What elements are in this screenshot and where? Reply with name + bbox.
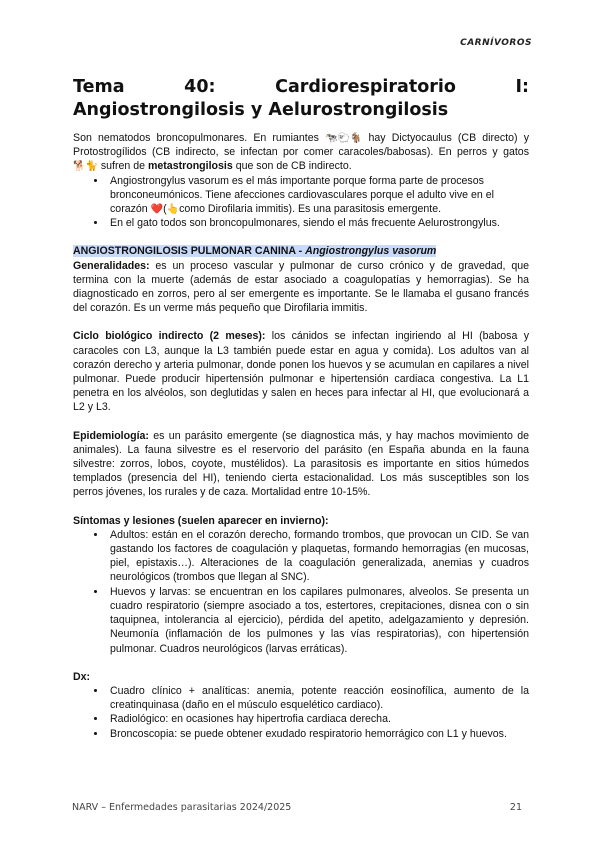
intro-paragraph [73,131,529,174]
list-item: • Radiológico: en ocasiones hay hipertrofia cardiaca derecha. [107,712,529,726]
spacer [73,315,529,329]
section-heading-species: Angiostrongylus vasorum [305,245,437,258]
epidemiologia-label: Epidemiología: [73,429,149,442]
sintomas-label: Síntomas y lesiones (suelen aparecer en invierno): [73,514,329,527]
list-item: • Cuadro clínico + analíticas: anemia, potente reacción eosinofílica, aumento de la creatinquinasa (daño en el músculo esquelético cardiaco). [107,684,529,712]
dx-list [73,684,529,741]
section-heading-text: ANGIOSTRONGILOSIS PULMONAR CANINA - [73,245,306,258]
intro-text-3: sufren de [97,160,148,173]
dog-cat-icon: 🐕🐈 [73,161,98,173]
list-item: • Broncoscopia: se puede obtener exudado respiratorio hemorrágico con L1 y huevos. [107,727,529,741]
spacer [73,500,529,514]
bullet-text: Angiostrongylus vasorum es el más importante porque forma parte de procesos bronconeumónicos. Tiene afecciones cardiovasculares porque el adulto vive en el corazón [110,174,494,216]
dx-heading [73,670,529,684]
metastrongilosis-term: metastrongilosis [147,160,233,173]
list-item: • En el gato todos son broncopulmonares, siendo el más frecuente Aelurostrongylus. [107,216,529,230]
document-body [73,131,529,741]
spacer [73,415,529,429]
intro-text-4: que son de CB indirecto. [232,160,352,173]
page-title: Tema 40: Cardiorespiratorio I: Angiostrongilosis y Aelurostrongilosis [73,77,529,120]
generalidades-label: Generalidades: [73,259,150,272]
generalidades-paragraph [73,259,529,316]
list-item: • Huevos y larvas: se encuentran en los capilares pulmonares, alveolos. Se presenta un cuadro respiratorio (siempre asociado a tos, estertores, crepitaciones, disnea con o sin taquipnea, intolerancia al ejercicio), pérdida del apetito, adelgazamiento y depresión. Neumonía (inflamación de los pulmones y las vías respiratorias), con hipertensión pulmonar. Cuadros neurológicos (larvas erráticas). [107,585,529,656]
footer-course: NARV – Enfermedades parasitarias 2024/2025 [72,802,292,813]
running-header: CARNÍVOROS [460,38,532,48]
intro-list [73,174,529,231]
epidemiologia-text: es un parásito emergente (se diagnostica más, y hay machos movimiento de animales). La fauna silvestre es el reservorio del parásito (en España abunda en la fauna silvestre: zorros, lobos, coyote, mustélidos). La parasitosis es importante en sitios húmedos templados (presencia del HI), teniendo cierta estacionalidad. Los más susceptibles son los perros jóvenes, los rurales y de caza. Mortalidad entre 10-15%. [73,429,529,499]
spacer [73,656,529,670]
ruminant-animals-icon: 🐄🐑🐐 [325,133,363,144]
intro-text-2: hay Dictyocaulus (CB directo) y Protostrogílidos (CB indirecto, se infectan por comer caracoles/babosas). En perros y gatos [73,132,529,159]
list-item: • Adultos: están en el corazón derecho, formando trombos, que provocan un CID. Se van gastando los factores de coagulación y plaquetas, formando hemorragias (en mucosas, piel, epistaxis…). Alteraciones de la coagulación generalizada, anemias y cuadros neurológicos (trombos que llegan al SNC). [107,528,529,585]
generalidades-text: es un proceso vascular y pulmonar de curso crónico y de gravedad, que termina con la muerte (además de estar asociado a coagulopatías y hemorragias). Se ha diagnosticado en zorros, pero al ser emergente es importante. Se le llamaba el gusano francés del corazón. Es un verme más pequeño que Dirofilaria immitis. [73,259,529,315]
ciclo-text: los cánidos se infectan ingiriendo al HI (babosa y caracoles con L3, aunque la L3 también puede estar en agua y comida). Los adultos van al corazón derecho y arteria pulmonar, donde ponen los huevos y se acumulan en capilares a nivel pulmonar. Puede producir hipertensión pulmonar e hipertensión cardiaca congestiva. La L1 penetra en los alvéolos, son deglutidas y salen en heces para infectar al HI, que evolucionará a L2 y L3. [73,330,529,414]
page-number: 21 [509,802,522,813]
section-heading [73,244,529,258]
ciclo-paragraph [73,329,529,414]
bullet-text: como Dirofilaria immitis). Es una parasitosis emergente. [179,203,442,216]
pointing-hand-icon: 👆 [166,204,180,216]
sintomas-list [73,528,529,656]
epidemiologia-paragraph [73,429,529,500]
list-item [107,174,529,217]
ciclo-label: Ciclo biológico indirecto (2 meses): [73,330,266,343]
intro-text-1: Son nematodos broncopulmonares. En rumiantes [73,132,326,144]
bullet-text: ( [163,203,167,216]
sintomas-heading [73,514,529,528]
spacer [73,230,529,244]
dx-label: Dx: [73,670,91,683]
heart-icon: ❤️ [150,204,164,216]
section-heading-highlight [73,245,436,257]
